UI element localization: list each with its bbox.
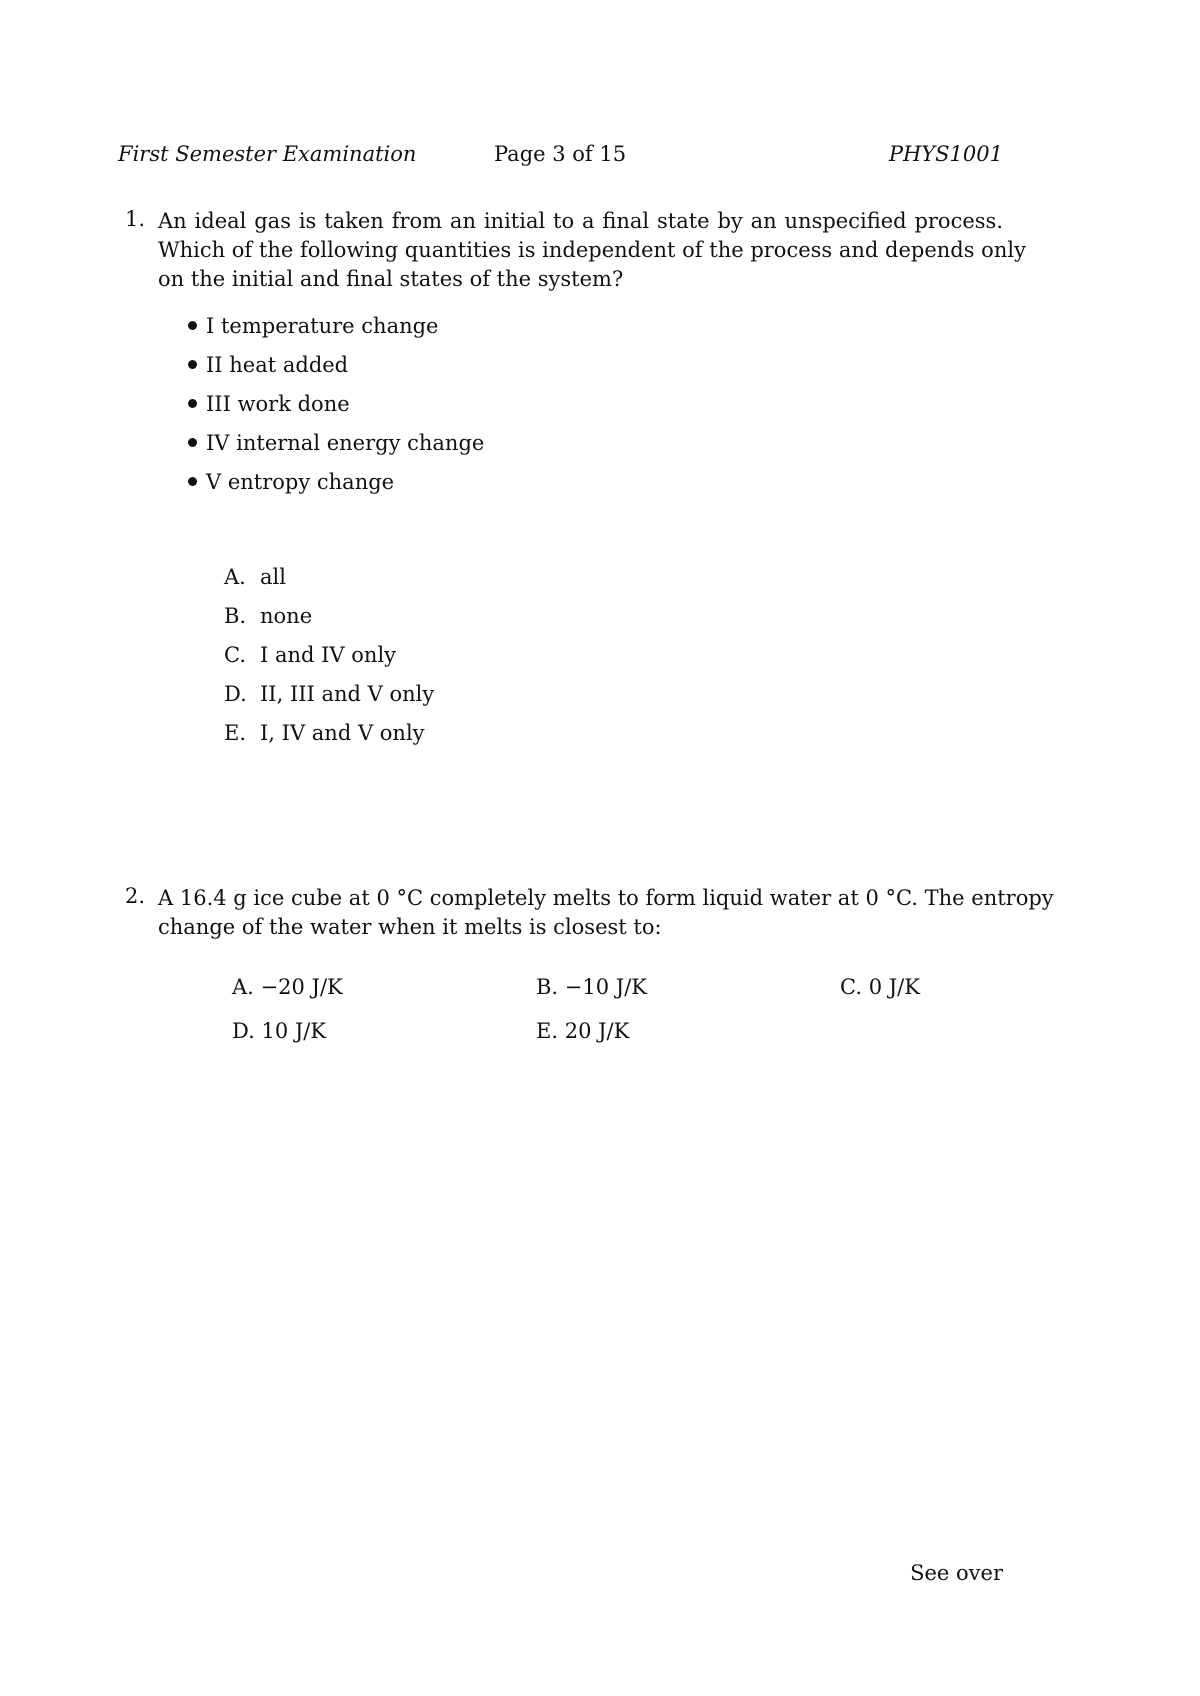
option-letter: E. [536, 1019, 559, 1043]
answer-option[interactable] [224, 604, 312, 628]
bullet-icon [188, 360, 197, 369]
course-code: PHYS1001 [888, 142, 1003, 166]
option-letter: A. [224, 565, 246, 589]
page-number: Page 3 of 15 [494, 142, 627, 166]
answer-option[interactable] [536, 975, 647, 999]
option-text: 20 J/K [564, 1019, 630, 1043]
question-line: change of the water when it melts is closest to: [158, 915, 662, 939]
answer-option[interactable] [536, 1019, 629, 1043]
question-number: 2. [125, 884, 146, 908]
list-item-label: III work done [206, 392, 350, 416]
option-letter: A. [232, 975, 254, 999]
exam-title: First Semester Examination [118, 142, 417, 166]
bullet-icon [188, 321, 197, 330]
bullet-icon [188, 477, 197, 486]
question-line: A 16.4 g ice cube at 0 °C completely melts to form liquid water at 0 °C. The entropy [158, 886, 1054, 910]
option-text: 0 J/K [868, 975, 920, 999]
page-header [118, 142, 1003, 172]
question-number: 1. [125, 207, 146, 231]
option-text: all [260, 565, 286, 589]
answer-option[interactable] [232, 975, 343, 999]
answer-option[interactable] [224, 643, 396, 667]
question-line: on the initial and final states of the system? [158, 267, 624, 291]
option-text: −10 J/K [564, 975, 647, 999]
list-item [188, 470, 394, 494]
bullet-icon [188, 399, 197, 408]
see-over-note: See over [910, 1561, 1003, 1585]
question-line: An ideal gas is taken from an initial to a final state by an unspecified process. [158, 209, 1003, 233]
answer-option[interactable] [224, 682, 434, 706]
option-letter: B. [536, 975, 559, 999]
list-item [188, 431, 484, 455]
answer-option[interactable] [224, 565, 286, 589]
option-text: I and IV only [260, 643, 397, 667]
option-letter: D. [232, 1019, 255, 1043]
list-item [188, 353, 348, 377]
question-line: Which of the following quantities is independent of the process and depends only [158, 238, 1026, 262]
option-text: none [260, 604, 313, 628]
option-text: I, IV and V only [260, 721, 425, 745]
option-letter: C. [224, 643, 246, 667]
bullet-icon [188, 438, 197, 447]
option-text: II, III and V only [260, 682, 435, 706]
list-item-label: IV internal energy change [206, 431, 485, 455]
list-item-label: I temperature change [206, 314, 439, 338]
list-item-label: II heat added [206, 353, 349, 377]
list-item [188, 392, 350, 416]
question-text [158, 884, 1054, 942]
answer-option[interactable] [232, 1019, 326, 1043]
option-letter: E. [224, 721, 247, 745]
option-text: −20 J/K [260, 975, 343, 999]
answer-option[interactable] [224, 721, 425, 745]
question-text [158, 207, 1026, 294]
option-letter: D. [224, 682, 247, 706]
option-letter: B. [224, 604, 247, 628]
option-letter: C. [840, 975, 862, 999]
list-item-label: V entropy change [206, 470, 395, 494]
list-item [188, 314, 439, 338]
answer-option[interactable] [840, 975, 920, 999]
option-text: 10 J/K [261, 1019, 327, 1043]
